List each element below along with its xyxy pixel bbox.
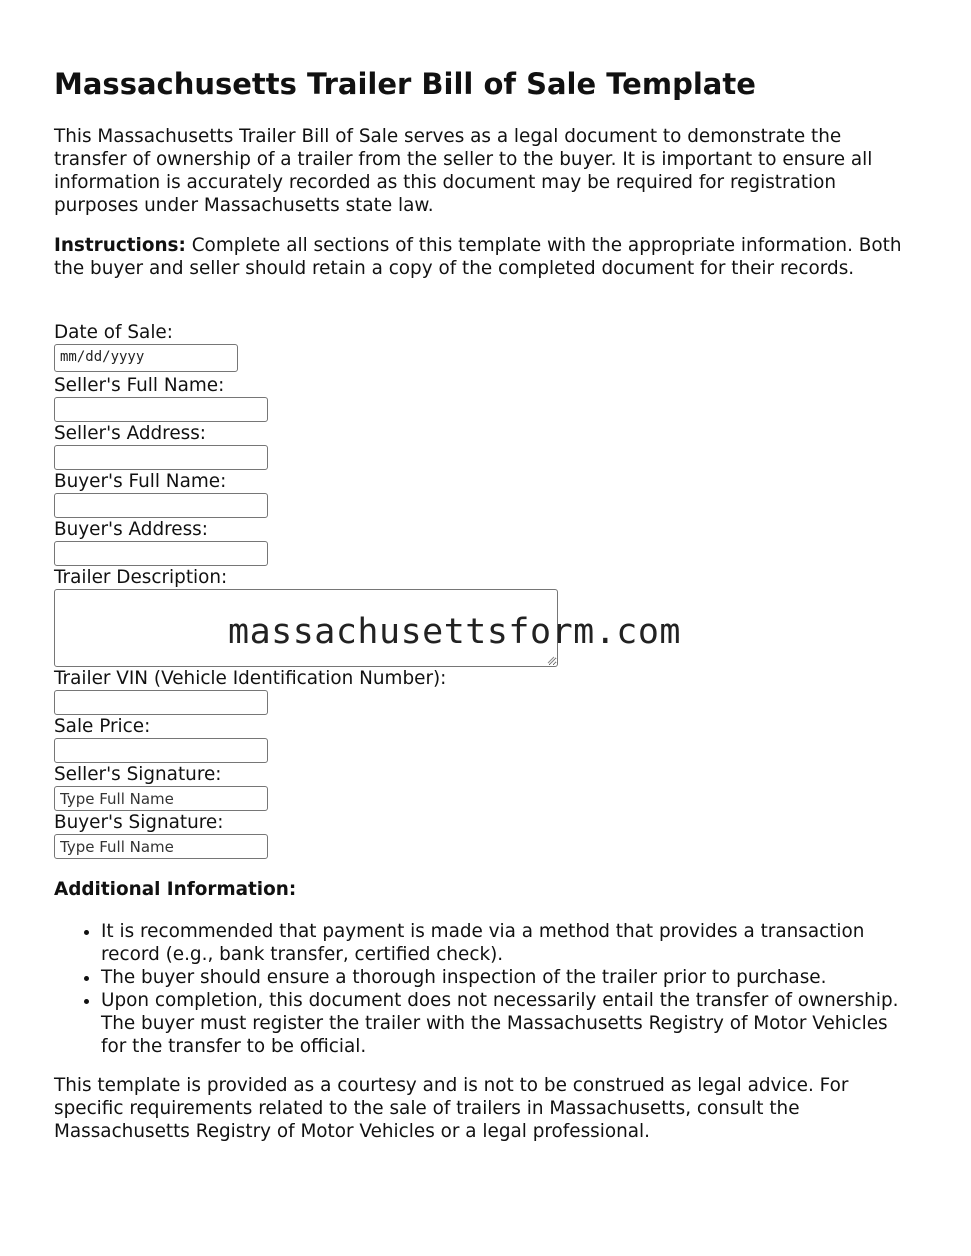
seller-address-input[interactable] (54, 445, 268, 470)
list-item: • It is recommended that payment is made via a method that provides a transaction record (e.g., bank transfer, certified check). (101, 920, 914, 966)
page-title: Massachusetts Trailer Bill of Sale Template (54, 67, 756, 101)
seller-signature-input[interactable] (54, 786, 268, 811)
seller-address-label: Seller's Address: (54, 423, 207, 444)
date-of-sale-input[interactable]: mm/dd/yyyy (54, 344, 238, 372)
seller-name-input[interactable] (54, 397, 268, 422)
instructions-label: Instructions: (54, 235, 186, 256)
buyer-name-input[interactable] (54, 493, 268, 518)
buyer-address-label: Buyer's Address: (54, 519, 208, 540)
instructions-paragraph (54, 234, 914, 280)
additional-info-list (54, 920, 914, 1058)
sale-price-label: Sale Price: (54, 716, 151, 737)
bill-of-sale-form (54, 321, 754, 859)
trailer-description-label: Trailer Description: (54, 567, 228, 588)
buyer-name-label: Buyer's Full Name: (54, 471, 227, 492)
instructions-text: Complete all sections of this template with the appropriate information. Both the buyer and seller should retain a copy of the completed document for their records. (54, 235, 902, 279)
watermark-text: massachusettsform.com (228, 612, 682, 652)
list-item: • Upon completion, this document does not necessarily entail the transfer of ownership. The buyer must register the trailer with the Massachusetts Registry of Motor Vehicles for the transfer to be official. (101, 989, 914, 1058)
trailer-vin-label: Trailer VIN (Vehicle Identification Number): (54, 668, 447, 689)
closing-paragraph: This template is provided as a courtesy and is not to be construed as legal advice. For specific requirements related to the sale of trailers in Massachusetts, consult the Massachusetts Registry of Motor Vehicles or a legal professional. (54, 1075, 849, 1142)
sale-price-input[interactable] (54, 738, 268, 763)
list-item: • The buyer should ensure a thorough inspection of the trailer prior to purchase. (101, 966, 914, 989)
buyer-address-input[interactable] (54, 541, 268, 566)
date-of-sale-label: Date of Sale: (54, 322, 173, 343)
buyer-signature-input[interactable] (54, 834, 268, 859)
trailer-vin-input[interactable] (54, 690, 268, 715)
intro-paragraph: This Massachusetts Trailer Bill of Sale serves as a legal document to demonstrate the transfer of ownership of a trailer from the seller to the buyer. It is important to ensure all information is accurately recorded as this document may be required for registration purposes under Massachusetts state law. (54, 126, 873, 216)
additional-info-heading: Additional Information: (54, 879, 297, 900)
seller-signature-label: Seller's Signature: (54, 764, 222, 785)
buyer-signature-label: Buyer's Signature: (54, 812, 224, 833)
seller-name-label: Seller's Full Name: (54, 375, 225, 396)
